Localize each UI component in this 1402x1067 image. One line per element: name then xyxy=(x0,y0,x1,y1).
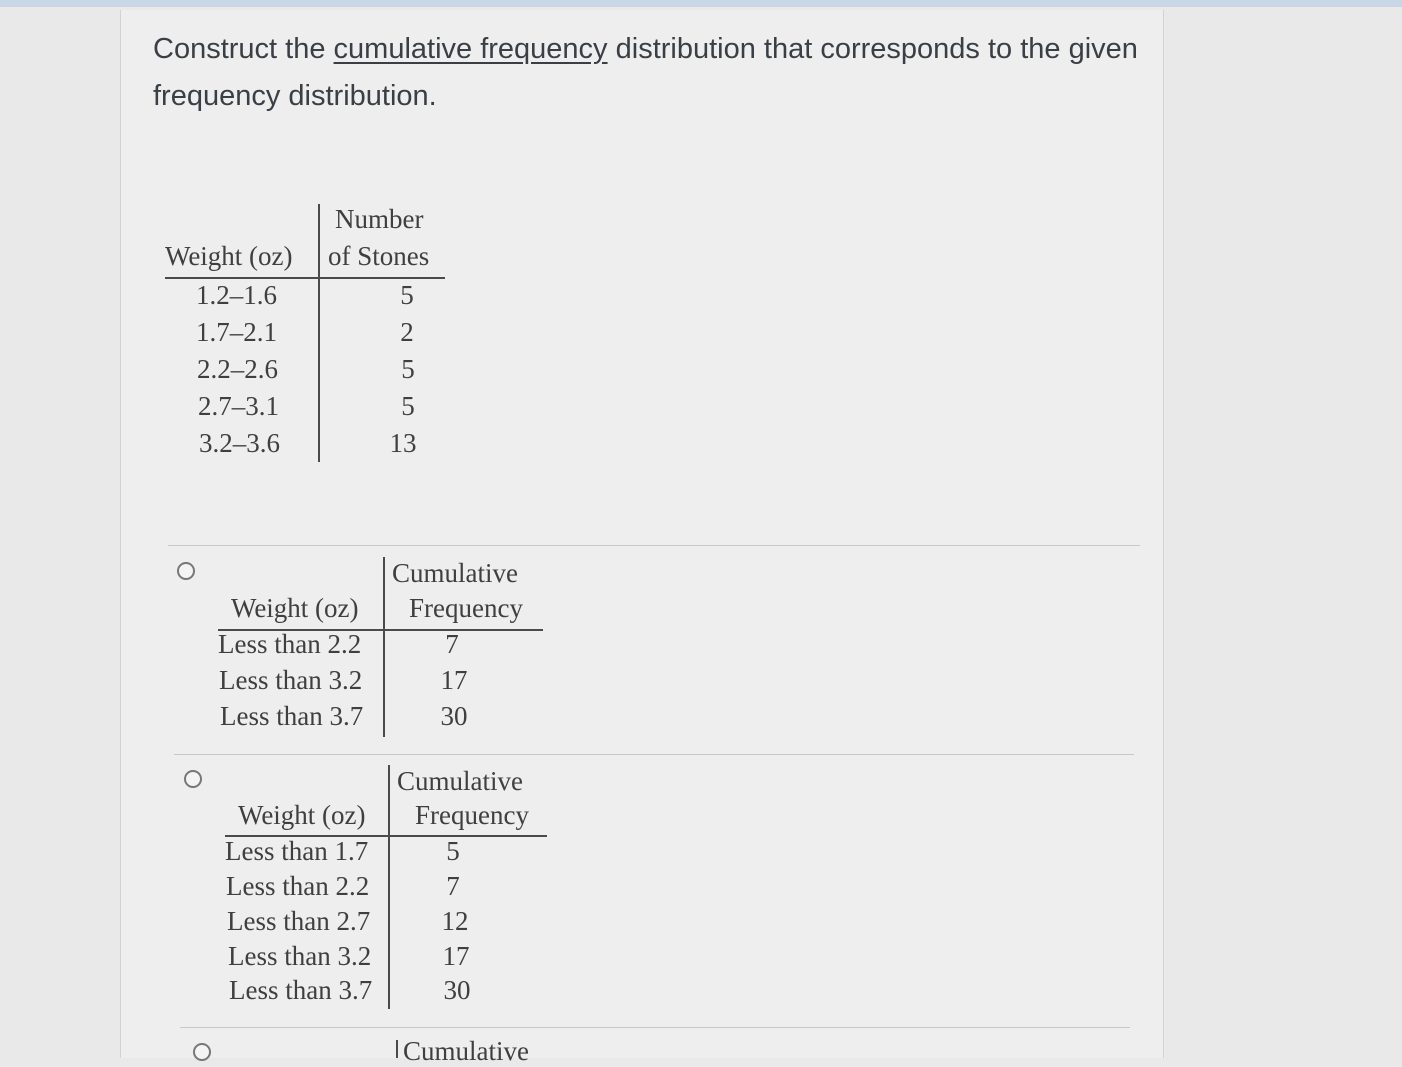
option-b-row-weight: Less than 2.7 xyxy=(227,906,371,936)
given-row-weight: 3.2–3.6 xyxy=(199,428,280,458)
option-b-row-freq: 12 xyxy=(441,906,469,936)
given-row-weight: 1.2–1.6 xyxy=(196,280,277,310)
question-text xyxy=(153,26,1153,120)
option-a-header-frequency: Frequency xyxy=(409,593,523,623)
option-c-header-cumulative: Cumulative xyxy=(403,1036,529,1066)
given-row-weight: 2.7–3.1 xyxy=(198,391,279,421)
option-b-header-weight: Weight (oz) xyxy=(238,800,366,830)
given-row-count: 5 xyxy=(401,391,415,421)
option-a-header-weight: Weight (oz) xyxy=(231,593,359,623)
option-b-row-weight: Less than 2.2 xyxy=(226,871,370,901)
option-b-row-freq: 5 xyxy=(446,836,460,866)
given-header-stones: of Stones xyxy=(328,241,430,271)
option-a-radio[interactable] xyxy=(177,562,195,580)
given-row-weight: 1.7–2.1 xyxy=(196,317,277,347)
option-b-row-freq: 7 xyxy=(446,871,460,901)
given-column-divider xyxy=(318,204,320,462)
option-b-row-freq: 17 xyxy=(442,941,470,971)
question-text-after: distribution that corresponds to the given frequency distribution. xyxy=(153,33,1138,112)
option-a-column-divider xyxy=(383,557,385,737)
option-a-row-weight: Less than 2.2 xyxy=(218,629,362,659)
option-a-row-freq: 7 xyxy=(445,629,459,659)
option-b-row-weight: Less than 1.7 xyxy=(225,836,369,866)
option-b-row-weight: Less than 3.2 xyxy=(228,941,372,971)
given-header-weight: Weight (oz) xyxy=(165,241,293,271)
given-row-count: 2 xyxy=(400,317,414,347)
browser-top-bar xyxy=(0,0,1402,7)
option-b-header-cumulative: Cumulative xyxy=(397,766,523,796)
option-b-row-freq: 30 xyxy=(443,975,471,1005)
option-a-header-cumulative: Cumulative xyxy=(392,558,518,588)
given-header-number: Number xyxy=(335,204,424,234)
question-text-before: Construct the xyxy=(153,33,334,65)
option-separator xyxy=(168,545,1140,546)
given-row-count: 13 xyxy=(389,428,417,458)
given-row-weight: 2.2–2.6 xyxy=(197,354,278,384)
option-separator xyxy=(180,1027,1130,1028)
option-separator xyxy=(174,754,1134,755)
given-row-count: 5 xyxy=(401,354,415,384)
option-c-column-divider xyxy=(396,1040,398,1058)
option-a-row-freq: 30 xyxy=(440,701,468,731)
option-a-row-freq: 17 xyxy=(440,665,468,695)
given-header-rule xyxy=(165,277,445,279)
option-b-radio[interactable] xyxy=(184,770,202,788)
option-b-column-divider xyxy=(388,765,390,1009)
given-row-count: 5 xyxy=(400,280,414,310)
option-a-row-weight: Less than 3.7 xyxy=(220,701,364,731)
cumulative-frequency-link[interactable]: cumulative frequency xyxy=(333,33,608,65)
option-b-row-weight: Less than 3.7 xyxy=(229,975,373,1005)
option-b-header-frequency: Frequency xyxy=(415,800,529,830)
option-c-radio[interactable] xyxy=(193,1043,211,1061)
option-a-row-weight: Less than 3.2 xyxy=(219,665,363,695)
